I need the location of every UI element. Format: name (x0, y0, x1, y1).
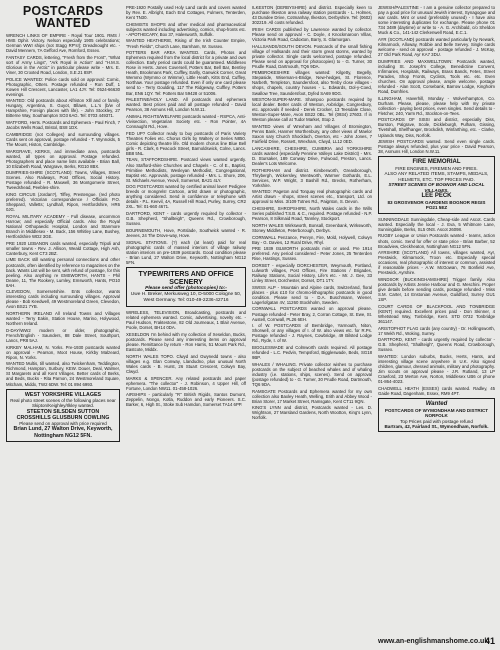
ad: AYRSHIRE (SCOTLAND) All towns, villages wanted, Ayr, Prestwick, Kilmarnock, Troon etc. Especially special occasions, real photographic of interest or common, assisted if reasonable prices - A.W. McGowan, 76 Bonfield Ave, Prestwick, Ayrshire. (378, 250, 495, 276)
ad: DUMFRIES AND MAXWELLTOWN: Postcards wanted, including St. Joseph's College, Benedictine Convent, Infirmaries, Hospitals, Railways, Brass Bands, Fetes, Street Parades, Shop Fronts, Cyclists, Tools etc. etc. Even churches. On approval please, ample welcome, postage refunded - Alan Scott, Corsebank, Barrow Lodge, Kingholm Road, Dumfries. (378, 58, 495, 94)
footer-url: www.an-englishmanshome.co.uk (378, 638, 489, 645)
ad: ANIMAL RIGHTS/WELFARE postcards wanted - RSPCA, Anti-Vivisection, Vegetarian Society etc. - Ron Pointer, 4A Connaught Rd., Hove. (126, 113, 246, 129)
boxed-ad-wymondham (378, 398, 495, 432)
box-title: WEST YORKSHIRE VILLAGES (24, 391, 102, 398)
ad: XESELDON I'm behind with my collection of Xeseldon, Bucks, postcards. Please send any interesting items on approval please. Remittance by return - Ron Harris, 51 Mount Park Rd., Eastcote, Middx. (126, 331, 246, 353)
ad: ARISTOPHOT FLAG cards (any country) - Dr. Hollingsworth, 17 Wekh Rd., Woking, Surrey. (378, 325, 495, 336)
ad: KING'S LYNN and district, Postcards wanted - Les. D. Wrightson, 27 Marsland Gardens, North Wootton, King's Lynn, Norfolk. (252, 405, 372, 421)
ad: PEMBROKESHIRE villages wanted: Kilgetty, Begelly, Stepaside, Wiseman-s-Bridge, New-hedges, St. Florence, Narbeth, Templeton, Saundersfoot, also Tenby close villages - shops, chapels, country houses - L. Edwards, Dol-y-Coed, Swallow Tree, Saundersfoot, Dyfed SA69 9DG. (252, 70, 372, 96)
box-line: STREET SCENES OF BOGNOR AND LOCAL VILLAGES. (388, 182, 485, 193)
ad: WINDSOR (BUCKINGHAMSHIRE) Trigger family. Also postcards by Artists Jennie Harbour and G. Meschini. Proper give details before sending cards, postage refunded - Miss S.M. Carter, 14 Enstonian Avenue, Guildford, Surrey GU1 1SP. (378, 277, 495, 303)
ad: KING CIRCUS (Jordan?), Tiffey, Prestengue. (red photo preferred). Victorian correspondence / Officials P.O. Sheppard, Valletts; Lyndhall, Ripon, Hertfordshire, HR6 0JG. (6, 192, 120, 213)
boxed-ad-typewriters (126, 267, 246, 307)
ad: POTTERS BAR AREA WANTED. Cards, Photos and Ephemera required from the local district for a private and own collection. Early period cards could be guaranteed. Middlesex Rose in Herts. Jones Coversell, Potters Bar, Bell Bar, Bentley Heath, Brookmans Park, Cuffley, Earlly, Ganwick Corner, Great Wemmo (Wymmo or Wimme), Little Heath, Kitts End, Cuffley, Northaw. Your postage refunded. Even if only one card please send to - Terry Goulding, 117 The Ridgeway, Cuffley, Potters Bar, EN6 1QY. Tel: Potters Bar 59428 or 51006. (126, 50, 246, 96)
ad: POSTCARDS OF SISSI and district, especially Diss, Burston, Palgrave, Scole, Dickleburgh, Pulham, Gissing, Tivetshall, Shelfhanger, Brockdish, Winfarthing, etc. - Clarke, Uplands Way, Diss, Norfolk. (378, 117, 495, 138)
ad: CHESHIRE, SHROPSHIRE, North Wales cards in the Wills Series published T.S.B. & C., required. Postage refunded - N.P. Pearson, 8 Silkmaid Road, Tannley, Stockport. (252, 206, 372, 222)
ad: CLEVEDON, Somersetshire. Ents collector, wants interesting cards including surrounding villages. Approval please - Bob Keedwell, 49 Westmoreland Green, Clevedon, Avon BS21 7YB. (6, 289, 120, 310)
ad: ILLINGHAM, Haverhill, Monday - Wolverhampton, Co. Durham. Please, please, please help with my private collection - paying best prices, even singles. Send details to - Fletcher, 240, Yarm Rd., Stockton-on-Tees. (378, 95, 495, 116)
ad: WANTED: Pageton and Torquay real photographic cards and Artist drawn - shops, street scenes etc., transport, Ltd. on approval to Miss. 3/109 Totnes Rd., Paignton, S. Devon. (252, 189, 372, 205)
postcards-wanted-heading: POSTCARDS WANTED (22, 4, 104, 30)
ad: PALESTINE/HOLY LAND. All postcards and ephemera wanted. Best prices paid and all postage refunded - David Pearson, 38 Asmuns Hill, London N.W.11. (126, 97, 246, 113)
ad: NORTH WALES Wirksworth, Bonsall, Greenbank, Wirksworth, Stoney Middleton, Peterborough, Derbys. (252, 222, 372, 233)
ad: FANTASY CARDS, lettering, "Fresh from the Front", "What sort of Army Lings", "Ark Royal in Action" and "H.M.S. Glorious in the Arctic" in particular please write - Mrs. E. Viner, 30 Croxted Road, London, S.E.21 8SP. (6, 54, 120, 75)
ad: DORSET - especially DORCHESTER, Weymouth, Portland, Lulworth villages, Post Offices, Fire Stations / Brigades, Railway Stations, Social History, Life's etc. - Mr. J. Gee, 33 Linley Street, Dorchester, Dorset, DT1 1TY. (252, 262, 372, 284)
column-3 (252, 5, 372, 422)
ad: FED UP? Collector ready to buy postcards of Paris Variety Theatres Folies etc. Chorus Girls by Waltery or Series N850. Comic depicting theatre life. Old modern chorus line Blue Bell girls - R. Clark, 6 Peacock Street, Barnoldswick, Colne, Lancs. BB8 5NL. (126, 130, 246, 156)
ad: CHEMISTS SHOPS and other medical and pharmaceutical subjects wanted including advertising, comics, shop-fronts etc. - APOTHECARY, Box 37, Halesworth, Suffolk. (126, 21, 246, 37)
box-line: Brian Lund, 27 Walton Drive, Keyworth, Nottingham NG12 5FN. (13, 426, 113, 439)
box-line: ALSO ANY RELATED ITEMS, STAMPS, MEDALS, HELMETS, ETC. TOP PRICES PAID. (384, 171, 489, 182)
ad: WANTED HEATHERIE, Rising of the Irish Counter Empire, "Fresh Fields", Church Lane, Barnham, W. Sussex. (126, 38, 246, 49)
ad: POLICE WANTED: Police cards sold on approval: Comic, Photographic, Otters. Postage refunded - Ron Duff, 1 Kowen Hill Crescent, Lancaster, LA1 4JY. Tel: 0524-66630 evenings. (6, 76, 120, 97)
box-line: 83 GROSVENOR GARDENS BOGNOR REGIS PO21 5EZ (387, 199, 486, 211)
ad: SUNNINGDALE Sunningdale, Cheap-side and Ascot. Cards wanted. Especially the local - J. Eva, 5 Whitmore Lane, Sunningdale, Berks, SL5 0NS. Ascot 26098. (378, 216, 495, 232)
box-line: Top Prices paid with postage refund (400, 418, 473, 424)
box-line: POSTCARDS OF WYMONDHAM AND DISTRICT NORFOLK (384, 407, 489, 419)
ad: AIRSHIPS - particularly "R" British Rigids, Santos Dumont, Zeppelin, Nongo, Kotla, Ruddon and early Pioneers. S.C. Barker, 6, High St., Stoke Sub Hamdon, Somerset TA14 6PP. (126, 392, 246, 408)
ad: DOG POSTCARDS wanted by certified animal lover! Pedigree breeds or mongrels! Cartoon, artist drawn or photographic, anything considered. Send in confidence or telephone with details - P.L. Keevil, 4A, Russell Hill Road, Purley, Surrey, CR2 2XL. Tel: 01-660 4671. (126, 184, 246, 210)
box-line: FIRE ENGINES, FIREMEN AND FIRES. (395, 166, 478, 172)
ad: TEAN, STAFFORDSHIRE. Postcard views wanted urgently. Also Stafford-shire Churches and Chapels - C. of E., Baptist, Primitive Methodists, Wesleyan Methodist, Congregational, Baptist etc. Approvals, postage refunded - Mrs. L. Shore, 206, St. Michaels Avenue, Yeovil, Somerset, BA21 4LY. (126, 157, 246, 183)
box-title: TYPEWRITERS AND OFFICE SCENERY (138, 270, 234, 286)
ad: PRE 1920 LEBANON cards wanted, especially Tripoli and smaller towns - Rev. J. Allison, Weald Cottage, High Ash, Canterbury, Kent CT3 2BZ. (6, 240, 120, 256)
column-2 (126, 5, 246, 409)
ad: CORNWALL POSTCARDS wanted on approval please. Postage refunded - Peter Bray, 2, Corran Cottage, St. Ewe, St. Austell, Cornwall, PL26 6EH. (252, 306, 372, 322)
ad: ROTHERHAM and district. Kimberworth, Greasborough, Thrybergh, Wickersley, Wentworth, Warmer Gothards, E.L. Services, W.P. Wright, 3 Bashill Rd., Brecks, Rotherham, Yorkshire. (252, 167, 372, 188)
ad: COURT CARDS OF BLACKPOOL AND TONBRIDGE (KENT) required. Excellent prices paid - Don Skinner, 4 Whetstead Way, Tonbridge, Kent. STD 0732 Tonbridge 361147. (378, 303, 495, 324)
ad: HALLSANDS/SOUTH DEVON. Postcards of the small fishing village of Hallsands and their storm great storms, wanted by private collector. Single cards welcomed, postage refunded. Please send on approval for photocopies) to - G. Turner, 30 Prudle Road, Dartmouth, TQ6 9DA. (252, 43, 372, 69)
box-line: STEETON SILSDEN SUTTON CROSSHILLS GLUSBURN COWLING (16, 408, 110, 421)
ad: WANTED: London suburbs, Bucks, Herts, Hants, and interesting village scene anywhere in U.K. Also signed children, glamour, dressed animals, military and photography. Jim scouts on approval please - J.R. Rutland, 13 LP Crawford, 23 Merton Ave, Norton, Middlesex UB6 or phone 01-864-4023. (378, 354, 495, 385)
box-line: Real photo street scenes of the following places near Skipton/Keighley/Ilkley wanted. (10, 397, 116, 409)
column-4 (378, 5, 495, 435)
ad: DARTFORD, KENT - cards urgently required by collector - G.B. Shepherd, "Shallteigh", Queens Rd., Crowborough, Sussex. (126, 211, 246, 227)
box-title: FIRE MEMORIAL (412, 159, 461, 166)
ad: SIGNAL STATIONS. (?) each (at least) paid for real photographic cards of massed interiors of village railway station interiors on pre-1939 postcards. Good condition please - Brian Lund, 27 Walton Drive, Keyworth, Nottingham NG12 5FN. (126, 239, 246, 265)
boxed-ad-west-yorkshire (6, 389, 120, 442)
ad: IRISH CARDS published by Lawrence wanted by collector. Please send on approval - C. Doyle, 4 Knockmaroon Villas, Victoria Park Road, Cadoxton, Barry, S. Glamorgan. (252, 26, 372, 42)
ad: NORTH WALES TOPO. Clwyd and Gwynedd towns - also villages e.g. Glan Conway, Llandudno, plus unusual North Wales cards - B. Hurst, 26 Stuart Crescent, Colwyn Bay, Clwyd. (126, 353, 246, 374)
ad: WARGRAVE, KERKS, and immediate area, postcards wanted, all types on approval. Postage refunded. Photographers and place name lists available - Brian Ball, 10 Elizabeth Road, Wargrave, Berks, RG10 8BX. (6, 148, 120, 169)
box-line: LEE PECK (421, 193, 452, 200)
column-1 (6, 5, 120, 445)
ad: BIGGLESWADE and Colmworth cards required. All postage refunded - L.C. Pedvin, Tempsford, Biggleswade, Beds, SG18 9BP. (252, 345, 372, 361)
ad: BOURNEMOUTH, Hove, Portslade, Southwick wanted - R. Jeeves, 24 The Drove-way, Hove. (126, 227, 246, 238)
ad: LIME BACK still wanting personal connections and other postcards, often identified by reference to magazines on the back. Wants List will be sent, with refund of postage, for this peeling. Also anything re EMSWORTH, HANTS - Phil Deane, 11, The Rookery, Lumley, Emsworth, Hants, PO10 8AH. (6, 257, 120, 288)
ad: PRE-1920 Postally used Holy Land cards and covers wanted by Rev. E. Albright, Each End Cottages, Fulmers, Tenterden, Kent TN30. (126, 5, 246, 21)
ad: DUMFRIES-SHIRE (SCOTLAND): Towns, Villages, Street Scenes. Also Railways, Post Offices, Social History. Postage refunded - R. Maxwell, 36 Montgomerie Street, Tweedshead, Peebles-shire. (6, 170, 120, 191)
ad: WATFORD, Herts. Postcards and Ephemera - Paul Finch, 7 Jacobs Wells Road, Bristol, BS8 1DX. (6, 120, 120, 131)
ad: WESTON-SUPER-MARE. Shampoo postcards required by local dealer. Better cards of Weston, Axbridge, Congresbury, etc. approvals if needed - Derek Crocker, 13 Teesdale Close, Weston-Super-Mare, Avon BS22 0BL. Tel (0934) 27603. If in Weston please call at Tudor Market, Stop 2. (252, 97, 372, 123)
ad: KIRKBY MALHAM, N. Yorks. Pre-1930 postcards wanted on approval - Pearson, Moot House, Kirkby Malzeard, Ripon, N. Yorks. (6, 344, 120, 360)
ad: NORTHERN IRELAND All Ireland Towns and Villages wanted - Terry Eakin, Station House, Marino, Holywood, Northern Ireland. (6, 311, 120, 327)
ad: RAMSGATE Postcards and Ephemera wanted for my own collection also Baxley Heath, Welling, Erith and Abbey Wood - Brian Storer, 17 Market Street, Ramsgate, Kent CT11 9QN. (252, 388, 372, 404)
ad: JEWISH POSTCARDS wanted. Send even single cards. Postage always refunded, plus your price - David Pearson, 38, Asmuns Hill, London N.W.11. (378, 139, 495, 155)
ad: WHALES / WHALING. Private collector wishes to purchase postcards on the subject of beached whales and of whaling industry (i.e. stations, ships, scenes). Send on approval (postage refunded) to - G. Turner, 30 Prudle Road, Dartmouth, TQ6 9DA. (252, 361, 372, 387)
ad: PRE 1939 ISLWORTH postcards mint or used. Pre 1914 preferred. Any period considered - Peter Jones, 25 Tenterden Rise, Hastings, Sussex. (252, 246, 372, 262)
ad: D-DAY/WW2 modern or older, photographic, French/English - Saunders, 88 Dale Street, Southport, Lancs, PR8 5AJ. (6, 327, 120, 343)
ad: LANCASHIRE, CHESHIRE, CUMBRIA and YORKSHIRE cards wanted (especially Pennine Valleys Lake District) - Mrs. D. Stursaker, 189 Conway Drive, Fulwood, Preston, Lancs. Dealer's Lots Welcome. (252, 145, 372, 166)
ad: I. of W. POSTCARDS of Bembridge, Yarmouth, Niton, Shorwell, or any villages of I. of W. also views etc. for R.Ps. Postage refunded - J. Raynes, Cowbridge, 49 Bilsted Lodge Rd., Ryde, I. of W. (252, 323, 372, 344)
ad: WANTED: Old postcards about Alfriston Xlll and or family. Hungary, Argentina, S. Guyot, Bllawn, L.L.'s (b/w of Hampshire, Foreign places with life). - John Stockley, 27 Bitterne Way, Southampton SO3 6AG. Tel: 0703 449371. (6, 98, 120, 119)
ad: CORNWALL Penzance, Penryn, Fire, Mold, Holywell, Colwyn Bay - G. Davies, 12 Rural Drive, Rhyl. (252, 234, 372, 245)
ad: AYR (SCOTLAND) postcards wanted particularly by Newark, Kilmarnock, Alloway, Robbie and Belle Servey. Single cards welcome - send on approval - postage refunded - J. McKay, 27 Old Park Road, Ayr KA7 3DU. (378, 36, 495, 58)
box-line: Please send offer (photocopies) to:- (145, 286, 227, 292)
ad: RUGBY League or Union Postcards wanted - teams, action shots, comic. Send for offer or state price - Brian Barber, 52 Broadview, Cleckheaton, Nottingham NG12 5FN. (378, 233, 495, 249)
box-line: Bartram, 42, Fairland St., Wymondham, Norfolk. (384, 424, 489, 430)
ad: WANTED views of Wrexham and Villages of Bromington, Penns Bank, Hanmer Worthenbury, any other views of Maelor Saxon sary Church Shocklach, Overton, etc - John Jones, 7 Fairfield Drive, Rossett, Wrexham, Clwyd, LL12 0ED. (252, 124, 372, 145)
ad: SWISS ALP - Mountain and Alpine cards, Switzerland, floral places - plus £10 for chromo-lithographic postcards in good condition. Please send to - D.A. Buschmann, Wiener, Lagerlofgatan 4V, 11260 Stockholm, Sweden. (252, 284, 372, 305)
ad: MARKS & SPENCER. Any related postcards and paper ephemera. "The collector" - J. Robinson, 4 Upper Hill, off Fortune, London NW11. 01-458-1026. (126, 375, 246, 391)
box-line: Please send on approval with price required (19, 420, 107, 426)
box-line: Uwe H. Breker, Merkusweg 10, D-5000 Cologne 50, West Germany. Tel: 010-49-2236-42716 (130, 291, 242, 303)
box-title: Wanted (425, 401, 448, 408)
ad: ILKESTON (DERBYSHIRE) and district. Especially keen to purchase Ilkeston area railway station postcards - L. Holmes, 43 Dundee Drive, Cotmanhay, Ilkeston, Derbyshire. Tel: (0602) 302219. All costs refunded. (252, 5, 372, 26)
ad: CHADWELL HEATH (ESSEX) cards wanted. Radley, 45 Gaide Road, Dagenham, Essex, RM9 4PT. (378, 385, 495, 396)
page-number: 41 (485, 636, 496, 646)
ad: ROYAL MILITARY ACADEMY - Full disease, uncommon Harrow; and especially Official cards. Also the Royal National Orthopaedic Hospital, London and Stanmore Branch in Middlesex - M. Back, 156 Whitley Lane, Bushey, Hertfordshire WD2 3GE. (6, 213, 120, 240)
ad: WANTED Multis, till wanted, also Twickenham, Teddington, Richmond, Hampton, Surbury, KEW. Douer, Deal, Walmer, St Margarets and all Kent Villages. Better cards of Berks, and Beds, Bucks - Rita Parnon, 24 Westmoreland Square, Mitcham, Middx, TW2 6DW. Tel: 01 894 6993. (6, 361, 120, 387)
ad: JEWISH/PALESTINE - I am a genuine collector prepared to pay a good price for unusual Jewish interest, Synagogue and war cards. Mint or used (preferably unused) - I have also some interesting duplicates for exchange. Please phone 01 734 3489 (daytime) or write to - A. G. Archibald, c/o Sheldon Muck & Co., 141-142 Clerkenwell Road, E.C.1. (378, 5, 495, 36)
ad: CAMBRIDGE (not Colleges) and surrounding villages. Cards sent on approval, postage refunded - T. Wynnolds, 5 The Mount, Histon, Cambridge. (6, 131, 120, 147)
boxed-ad-fire-memorial (378, 156, 495, 213)
ad: DARTFORD, KENT - cards urgently required by collector - G.B. Shepherd, "Shallteigh", Queens Road, Crowborough, Sussex. (378, 337, 495, 353)
ad: WIRELESS, TELEVISION, Broadcasting, postcards and related ephemera wanted. Comic, advertising, novelty etc. - Paul Hudson, Fraktestone, 82 Old Journeaux, 1 Blair Avenue, Poole, Dorset, BH14 0DA. (126, 310, 246, 331)
ad: WRENCH LINKS OF EMPIRE - Royal Tour 1901. RMS / HMS Ophir. Victory. Nelson especially 1905 celebrations; German WWI ships (not Stagg RP's!); Dreadnought etc. - David Mennem, 7A Gefford Ave, Romford, Essex. (6, 33, 120, 54)
